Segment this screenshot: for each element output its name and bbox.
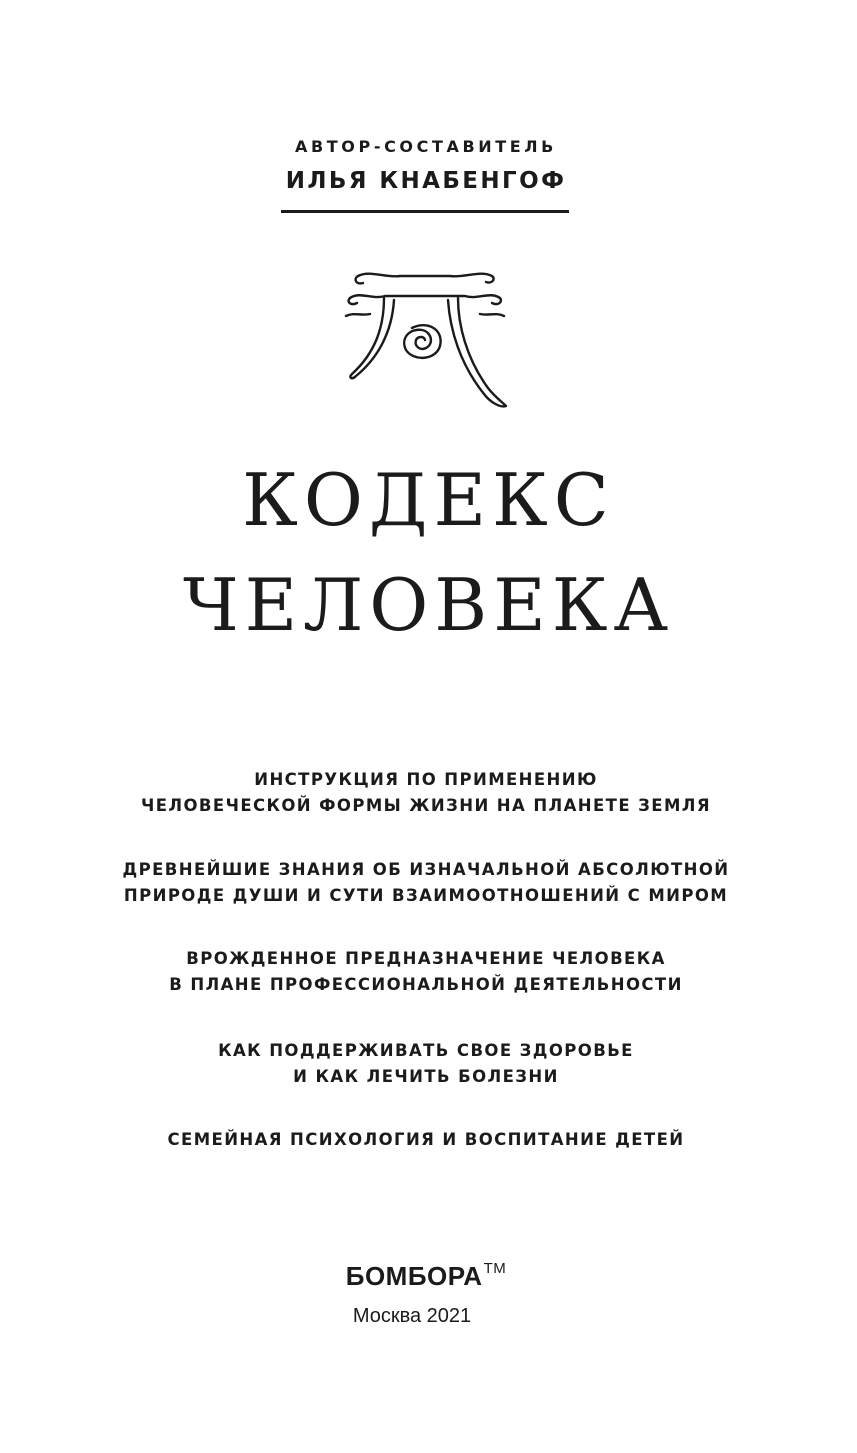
topic-line: СЕМЕЙНАЯ ПСИХОЛОГИЯ И ВОСПИТАНИЕ ДЕТЕЙ [167, 1130, 685, 1149]
topic-line: ПРИРОДЕ ДУШИ И СУТИ ВЗАИМООТНОШЕНИЙ С МИРОМ [123, 886, 729, 905]
imprint-city-year: Москва 2021 [352, 1305, 472, 1327]
publisher-logo [0, 1260, 852, 1292]
topic-line: В ПЛАНЕ ПРОФЕССИОНАЛЬНОЙ ДЕЯТЕЛЬНОСТИ [169, 975, 683, 994]
topic-line: ЧЕЛОВЕЧЕСКОЙ ФОРМЫ ЖИЗНИ НА ПЛАНЕТЕ ЗЕМЛЯ [141, 796, 711, 815]
topic-line: ДРЕВНЕЙШИЕ ЗНАНИЯ ОБ ИЗНАЧАЛЬНОЙ АБСОЛЮТНОЙ [122, 860, 730, 879]
author-name: ИЛЬЯ КНАБЕНГОФ [285, 168, 567, 194]
topic-item [0, 1127, 852, 1153]
author-divider [281, 210, 569, 213]
topic-item [0, 1038, 852, 1090]
book-title-line-1: КОДЕКС [242, 458, 615, 542]
hieroglyph-emblem-icon [340, 266, 510, 416]
author-role: АВТОР-СОСТАВИТЕЛЬ [295, 137, 557, 156]
topic-line: ИНСТРУКЦИЯ ПО ПРИМЕНЕНИЮ [254, 770, 598, 789]
topic-item [0, 767, 852, 819]
publisher-name: БОМБОРА [345, 1261, 483, 1291]
topic-line: ВРОЖДЕННОЕ ПРЕДНАЗНАЧЕНИЕ ЧЕЛОВЕКА [186, 949, 666, 968]
topic-item [0, 857, 852, 909]
trademark-mark: TM [483, 1260, 507, 1277]
topic-line: И КАК ЛЕЧИТЬ БОЛЕЗНИ [293, 1067, 559, 1086]
topic-line: КАК ПОДДЕРЖИВАТЬ СВОЕ ЗДОРОВЬЕ [218, 1041, 634, 1060]
topic-item [0, 946, 852, 998]
book-title-line-2: ЧЕЛОВЕКА [182, 563, 675, 647]
